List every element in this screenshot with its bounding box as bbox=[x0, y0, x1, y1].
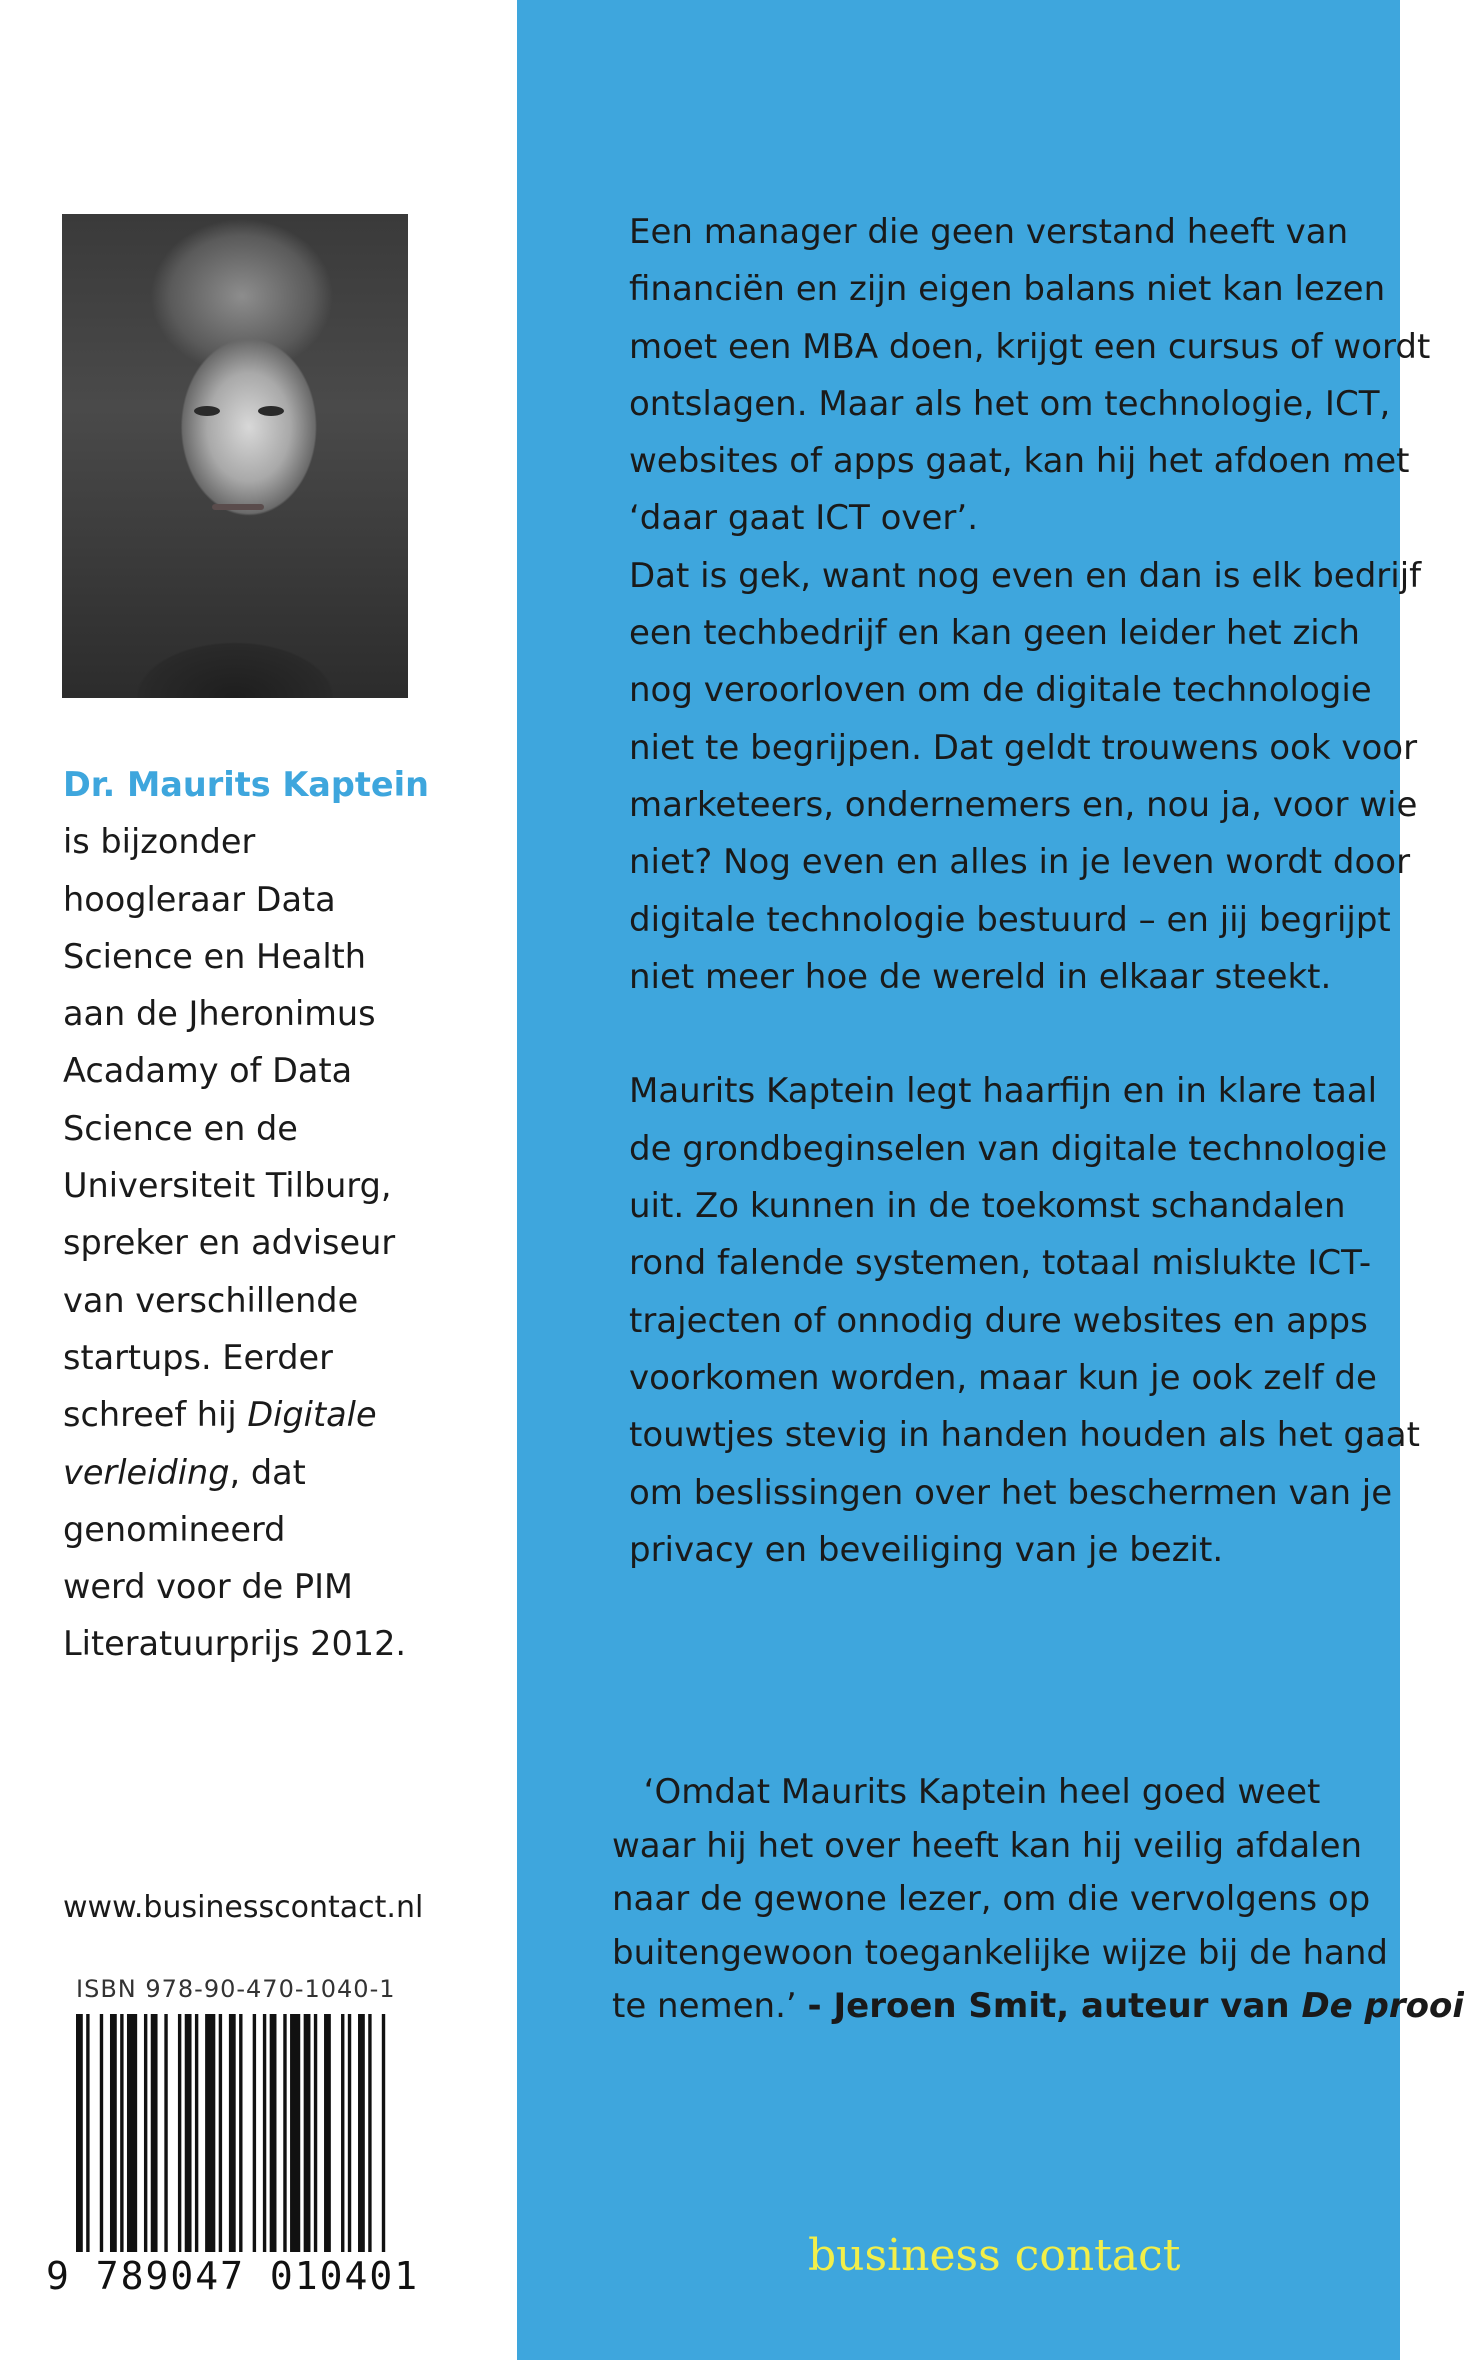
bio-line: van verschillende bbox=[63, 1280, 359, 1320]
quote-line: ‘Omdat Maurits Kaptein heel goed weet bbox=[643, 1772, 1321, 1812]
author-name: Dr. Maurits Kaptein bbox=[63, 765, 429, 804]
blurb-line: niet? Nog even en alles in je leven wordt door bbox=[629, 842, 1411, 883]
barcode-bar bbox=[178, 2014, 181, 2252]
bio-text: , dat bbox=[229, 1452, 306, 1492]
bio-line: werd voor de PIM bbox=[63, 1567, 353, 1607]
blurb bbox=[629, 204, 1431, 1579]
barcode-bar bbox=[358, 2014, 365, 2252]
barcode-bar bbox=[324, 2014, 331, 2252]
bio-line: spreker en adviseur bbox=[63, 1223, 396, 1263]
blurb-line: Maurits Kaptein legt haarfijn en in klare taal bbox=[629, 1071, 1378, 1112]
barcode-bar bbox=[219, 2014, 222, 2252]
blurb-line: marketeers, ondernemers en, nou ja, voor wie bbox=[629, 784, 1418, 825]
blurb-line: ontslagen. Maar als het om technologie, ICT, bbox=[629, 383, 1391, 424]
barcode-bar bbox=[100, 2014, 103, 2252]
barcode-bar bbox=[290, 2014, 300, 2252]
blurb-line: een techbedrijf en kan geen leider het zich bbox=[629, 613, 1360, 654]
blurb-line: Een manager die geen verstand heeft van bbox=[629, 212, 1349, 252]
barcode-bar bbox=[314, 2014, 317, 2252]
bio-line: Universiteit Tilburg, bbox=[63, 1166, 392, 1206]
barcode-bar bbox=[283, 2014, 286, 2252]
book-title-italic: Digitale bbox=[247, 1395, 377, 1435]
quote-line bbox=[612, 1980, 1464, 2034]
barcode-bar bbox=[253, 2014, 256, 2252]
bio-line: startups. Eerder bbox=[63, 1337, 333, 1377]
blurb-line: touwtjes stevig in handen houden als het gaat bbox=[629, 1415, 1420, 1456]
barcode bbox=[76, 2014, 392, 2252]
book-title-italic: verleiding bbox=[63, 1452, 230, 1492]
barcode-bar bbox=[195, 2014, 198, 2252]
blurb-line: financiën en zijn eigen balans niet kan lezen bbox=[629, 269, 1386, 310]
publisher-website[interactable]: www.businesscontact.nl bbox=[63, 1890, 424, 1925]
blurb-line: privacy en beveiliging van je bezit. bbox=[629, 1529, 1224, 1570]
barcode-bar bbox=[382, 2014, 385, 2252]
quote-line: buitengewoon toegankelijke wijze bij de hand bbox=[612, 1932, 1388, 1973]
bio-line bbox=[63, 1444, 503, 1501]
isbn-label: ISBN 978-90-470-1040-1 bbox=[76, 1975, 396, 2003]
blurb-line: ‘daar gaat ICT over’. bbox=[629, 498, 979, 539]
barcode-bar bbox=[229, 2014, 236, 2252]
blurb-line: digitale technologie bestuurd – en jij begrijpt bbox=[629, 899, 1391, 940]
barcode-bar bbox=[76, 2014, 83, 2252]
bio-line: Acadamy of Data bbox=[63, 1051, 353, 1091]
publisher-logo: business contact bbox=[808, 2230, 1181, 2281]
barcode-bar bbox=[120, 2014, 123, 2252]
photo-mouth bbox=[212, 504, 264, 510]
bio-text: schreef hij bbox=[63, 1395, 248, 1435]
quote-text: te nemen.’ bbox=[612, 1986, 808, 2026]
blurb-line: moet een MBA doen, krijgt een cursus of wordt bbox=[629, 326, 1431, 367]
bio-line: hoogleraar Data bbox=[63, 879, 336, 919]
quote-attribution: - Jeroen Smit, auteur van bbox=[807, 1986, 1302, 2026]
bio-line: Science en Health bbox=[63, 936, 367, 976]
barcode-bar bbox=[164, 2014, 167, 2252]
bio-line: is bijzonder bbox=[63, 822, 256, 862]
blurb-line: uit. Zo kunnen in de toekomst schandalen bbox=[629, 1186, 1346, 1227]
blurb-line: websites of apps gaat, kan hij het afdoen met bbox=[629, 441, 1410, 482]
barcode-bar bbox=[348, 2014, 351, 2252]
review-quote bbox=[612, 1766, 1464, 2034]
barcode-bar bbox=[205, 2014, 215, 2252]
photo-eye-right bbox=[258, 406, 284, 416]
paragraph-gap bbox=[629, 1006, 1349, 1063]
bio-line bbox=[63, 1386, 503, 1443]
barcode-bar bbox=[304, 2014, 311, 2252]
barcode-bar bbox=[144, 2014, 147, 2252]
barcode-bar bbox=[368, 2014, 371, 2252]
blurb-line: rond falende systemen, totaal mislukte ICT- bbox=[629, 1243, 1372, 1284]
barcode-bar bbox=[263, 2014, 266, 2252]
quote-line: waar hij het over heeft kan hij veilig afdalen bbox=[612, 1825, 1363, 1866]
barcode-digits: 9 789047 010401 bbox=[46, 2254, 420, 2298]
barcode-bar bbox=[151, 2014, 158, 2252]
author-bio bbox=[63, 756, 503, 1673]
blurb-line: Dat is gek, want nog even en dan is elk bedrijf bbox=[629, 555, 1422, 596]
barcode-bar bbox=[86, 2014, 89, 2252]
barcode-bar bbox=[341, 2014, 344, 2252]
blurb-line: trajecten of onnodig dure websites en apps bbox=[629, 1300, 1368, 1341]
quote-line: naar de gewone lezer, om die vervolgens op bbox=[612, 1879, 1371, 1919]
quote-attribution-title: De prooi bbox=[1301, 1986, 1464, 2026]
barcode-bar bbox=[270, 2014, 277, 2252]
bio-line: aan de Jheronimus bbox=[63, 994, 376, 1034]
bio-line: Science en de bbox=[63, 1108, 298, 1148]
photo-eye-left bbox=[194, 406, 220, 416]
barcode-bar bbox=[185, 2014, 192, 2252]
blurb-line: niet meer hoe de wereld in elkaar steekt. bbox=[629, 956, 1332, 997]
author-photo bbox=[62, 214, 408, 698]
blurb-line: niet te begrijpen. Dat geldt trouwens ook voor bbox=[629, 727, 1418, 768]
barcode-bar bbox=[127, 2014, 137, 2252]
barcode-bar bbox=[239, 2014, 242, 2252]
blurb-line: voorkomen worden, maar kun je ook zelf de bbox=[629, 1357, 1377, 1398]
bio-line: genomineerd bbox=[63, 1509, 286, 1549]
blurb-line: de grondbeginselen van digitale technologie bbox=[629, 1128, 1388, 1169]
barcode-bar bbox=[110, 2014, 117, 2252]
blurb-line: nog veroorloven om de digitale technologie bbox=[629, 670, 1372, 711]
blurb-line: om beslissingen over het beschermen van je bbox=[629, 1472, 1393, 1513]
bio-line: Literatuurprijs 2012. bbox=[63, 1624, 407, 1664]
